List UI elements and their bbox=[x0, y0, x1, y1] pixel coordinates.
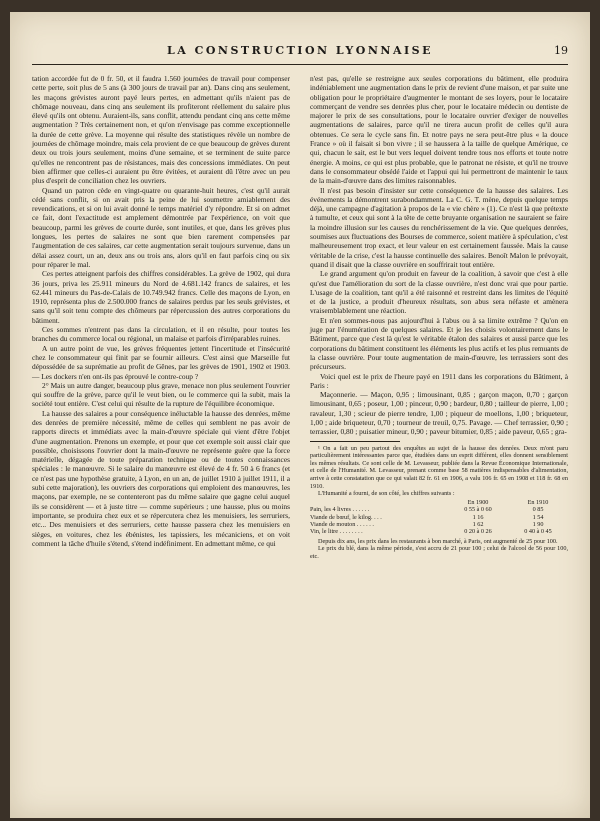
footnote bbox=[310, 445, 568, 561]
right-column bbox=[310, 74, 568, 561]
journal-title: LA CONSTRUCTION LYONNAISE bbox=[167, 44, 433, 57]
footnote-text: L'Humanité a fourni, de son côté, les chiffres suivants : bbox=[318, 490, 455, 498]
table-cell: 1 54 bbox=[532, 513, 544, 521]
paragraph: Le grand argument qu'on produit en faveur de la coalition, à savoir que c'est à elle qu'est due l'amélioration du sort de la classe ouvrière, n'est donc vrai que pour partie. L'usage de la coalition, tant qu'il a été raisonné et restreint dans les limites de l'équité et de la justice, a produit d'heureux résultats, son abus sera néfaste et amènera vraisemblablement une réaction. bbox=[310, 269, 568, 316]
paragraph: Maçonnerie. — Maçon, 0,95 ; limousinant, 0,85 ; garçon maçon, 0,70 ; garçon limousinant, 0,65 ; poseur, 1,00 ; pinceur, 0,90 ; bardeur, 0,80 ; tailleur de pierre, 1,00 ; ravaleur, 1,30 ; scieur de pierre tendre, 1,00 ; piqueur de moellons, 1,00 ; briqueteur, 1,00 ; aide briqueteur, 0,70 ; tourneur de treuil, 0,75. Pavage. — Chef terrassier, 0,90 ; terrassier, 0,80 ; puisatier mineur, 0,90 ; paveur bitumier, 0,85 ; aide paveur, 0,65 ; gra- bbox=[310, 390, 568, 437]
table-header: En 1900 bbox=[467, 498, 489, 506]
paragraph: Quand un patron cède en vingt-quatre ou quarante-huit heures, c'est qu'il aurait cédé sans conflit, si on avait pris la peine de lui soumettre amiablement des revendications, et si on lui avait donné le temps matériel d'y répondre. Et si on admet ce fait, dont l'exactitude est amplement démontrée par l'expérience, on voit que beaucoup, parmi les grèves de courte durée, sont inutiles, et que, dans les grèves plus longues, les pertes de salaires ne sont que bien rarement compensées par l'augmentation de ces salaires, car cette augmentation serait toujours survenue, dans un délai assez court, un an, deux ans ou trois ans, alors qu'il en faut parfois cinq ou six pour réparer le mal. bbox=[32, 185, 290, 269]
table-row bbox=[310, 521, 568, 528]
footnote-text: ¹ On a fait un peu partout des enquêtes au sujet de la hausse des denrées. Deux m'ont paru particulièrement intéressantes parce que, étudiées dans un esprit différent, elles donnent sensiblement les mêmes résultats. Ce sont celle de M. Levasseur, publiée dans la Revue Économique Internationale, et celle de l'Humanité. M. Levasseur, prenant comme base 58 matières indispensables d'alimentation, arrive à cette constatation que ce qui valait 82 fr. 61 en 1906, a valu 106 fr. 65 en 1908 et 118 fr. 68 en 1910. bbox=[310, 444, 568, 490]
table-cell: 1 62 bbox=[472, 520, 484, 528]
paragraph: A un autre point de vue, les grèves fréquentes jettent l'incertitude et l'insécurité chez le consommateur qui finit par se fournir ailleurs. C'est ainsi que Marseille fut dépossédée de sa suprématie au profit de Gênes, par les grèves de 1901, 1902 et 1903. — Les dockers n'en ont-ils pas éprouvé le contre-coup ? bbox=[32, 343, 290, 381]
header-rule bbox=[32, 64, 568, 65]
table-row bbox=[310, 514, 568, 521]
table-cell: 1 16 bbox=[472, 513, 484, 521]
table-cell: Vin, le litre . . . . . . . . bbox=[310, 528, 363, 536]
table-cell: 0 40 à 0 45 bbox=[524, 528, 552, 536]
table-cell: 0 20 à 0 26 bbox=[464, 528, 492, 536]
paragraph: Ces pertes atteignent parfois des chiffres considérables. La grève de 1902, qui dura 36 jours, priva les 25.911 mineurs du Nord de 4.681.142 francs de salaires, et les 62.441 mineurs du Pas-de-Calais de 10.749.942 francs. Celle des maçons de Lyon, en 1910, représenta plus de 2.500.000 francs de salaires perdus par les seuls grévistes, et sans qu'il soit tenu compte des chômeurs par répercussion des autres corporations du bâtiment. bbox=[32, 269, 290, 325]
table-row bbox=[310, 528, 568, 535]
table-cell: 0 85 bbox=[532, 506, 544, 514]
table-cell: Viande de mouton . . . . . . bbox=[310, 520, 374, 528]
footnote-text: Depuis dix ans, les prix dans les restaurants à bon marché, à Paris, ont augmenté de 25 pour 100. bbox=[318, 537, 558, 545]
table-header-row bbox=[310, 499, 568, 506]
table-header: En 1910 bbox=[527, 498, 549, 506]
table-row bbox=[310, 506, 568, 513]
paragraph: La hausse des salaires a pour conséquence inéluctable la hausse des denrées, même des denrées de première nécessité, même de celles qui semblent ne pas avoir de rapports directs et immédiats avec la main-d'œuvre spéciale qui vient d'être l'objet d'une augmentation. Prenons un exemple, et pour que cet exemple soit aussi clair que possible, choisissons l'ouvrier dont la main-d'œuvre ne représente guère que la force matérielle, dégagée de toute préparation technique ou de toutes connaissances spéciales : le manœuvre. Si le salaire du manœuvre est élevé de 4 fr. 50 à 6 francs (et ce n'est pas une hypothèse gratuite, à Lyon, en un an, de juillet 1910 à juillet 1911, il a subi cette majoration), les ouvriers des corporations qui emploient des manœuvres, les maçons, par exemple, ne se contenteront pas du même salaire que gagne celui auquel ils se considèrent — et à juste titre — comme supérieurs ; une hausse, plus ou moins importante, se produira chez eux et se répercutera chez les menuisiers, les serruriers, etc... Des menuisiers et des serruriers, cette hausse passera chez les menuisiers en sièges, en voitures, chez les ébénistes, les tapissiers, les mécaniciens, et on voit comment la tâche d'huile s'étend, s'étend indéfiniment. En admettant même, ce qui bbox=[32, 408, 290, 548]
table-cell: Viande de bœuf, le kilog. . . . bbox=[310, 513, 382, 521]
paragraph: n'est pas, qu'elle se restreigne aux seules corporations du bâtiment, elle produira indéniablement une augmentation dans le prix de revient d'une maison, et par suite une obligation pour le propriétaire d'augmenter le montant de ses loyers, pour le locataire commerçant de vendre ses denrées plus cher, pour le locataire médecin ou dentiste de majorer le prix de ses consultations, pour le locataire ouvrier d'exiger de nouvelles augmentations de salaires, parce qu'il ne tirera aucun profit de celles qu'il aura obtenues. Ce sera le cycle sans fin. Et notre pays ne sera peut-être plus « la douce France » où il faisait si bon vivre ; il se haussera à la taille de quelque Amérique, ce qui, chacun le sait, est le but vers lequel doivent tendre tous nos efforts et toute notre énergie. A moins, ce qui est plus probable, que le patronat ne résiste, et qu'il ne trouve dans le consommateur obsédé l'aide et l'appui qui lui permettront de maintenir le taux de la main-d'œuvre dans des limites raisonnables. bbox=[310, 74, 568, 186]
price-table bbox=[310, 499, 568, 536]
paragraph: Et n'en sommes-nous pas aujourd'hui à l'abus ou à sa limite extrême ? Qu'on en juge par l'énumération de quelques salaires. Et je les choisis volontairement dans le Bâtiment, parce que c'est là qu'est le véritable étalon des salaires et aussi parce que les corporations du bâtiment constituent les éléments les plus actifs et les plus remuants de la classe ouvrière. Pour toute augmentation de main-d'œuvre, les terrassiers sont des précurseurs. bbox=[310, 315, 568, 372]
table-cell: 0 55 à 0 60 bbox=[464, 506, 492, 514]
paragraph: Voici quel est le prix de l'heure payé en 1911 dans les corporations du Bâtiment, à Paris : bbox=[310, 371, 568, 390]
page bbox=[10, 12, 590, 818]
footnote-text: Le prix du blé, dans la même période, s'est accru de 21 pour 100 ; celui de l'alcool de 56 pour 100, etc. bbox=[310, 545, 568, 560]
table-cell: 1 90 bbox=[532, 520, 544, 528]
paragraph: Ces sommes n'entrent pas dans la circulation, et il en résulte, pour toutes les branches du commerce local ou régional, un malaise et parfois d'irréparables ruines. bbox=[32, 325, 290, 344]
page-number: 19 bbox=[554, 44, 568, 57]
left-column bbox=[32, 74, 290, 548]
table-header bbox=[310, 499, 448, 506]
footnote-rule bbox=[310, 441, 400, 442]
running-header bbox=[32, 44, 568, 64]
paragraph: 2° Mais un autre danger, beaucoup plus grave, menace non plus seulement l'ouvrier qui souffre de la grève, parce qu'il le veut bien, ou le commerce qui la subit, mais la société tout entière. C'est celui qui résulte de la rupture de l'équilibre économique. bbox=[32, 380, 290, 409]
paragraph: tation accordée fut de 0 fr. 50, et il faudra 1.560 journées de travail pour compenser cette perte, soit plus de 5 ans (à 300 jours de travail par an). Dans cinq ans seulement, les maçons grévistes auront payé leurs pertes, en admettant qu'ils n'aient pas de chômage nouveau, dans cinq ans seulement ils profiteront réellement du salaire plus élevé qu'ils ont obtenu. Auraient-ils, sans conflit, attendu pendant cinq ans cette même augmentation ? Très certainement non, et qu'on n'envisage pas comme exceptionnelle la durée de cette grève. La moyenne qui résulte des statistiques révèle un nombre de journées de chômage moindre, mais cela provient de ce que beaucoup de grèves durent deux ou trois jours seulement, moins d'une semaine, et se terminent de suite parce qu'elles ne rencontrent pas de résistances, mais des concessions immédiates. On peut bien affirmer que celles-ci auraient pu être évitées, et auraient dû l'être avec un peu plus d'esprit de conciliation chez les ouvriers. bbox=[32, 74, 290, 186]
table-cell: Pain, les 4 livres . . . . . . bbox=[310, 506, 370, 514]
paragraph: Il n'est pas besoin d'insister sur cette conséquence de la hausse des salaires. Les événements la démontrent surabondamment. La C. G. T. mène, depuis quelque temps déjà, une campagne d'agitation à propos de la « vie chère » (1). Ce n'est là que prétexte à tumulte, et ceux qui sont à la tête de cette bruyante organisation ne sauraient se faire la moindre illusion sur les causes du renchérissement de la vie. Que quelques denrées, soumises aux fluctuations des Bourses de commerce, soient matière à spéculation, c'est malheureusement trop exact, et leur valeur en est certainement faussée. Mais la cause véritable de la crise, c'est la hausse continuelle des salaires. Benoît Malon le prévoyait, quand il disait que la classe ouvrière en souffrirait tout entière. bbox=[310, 185, 568, 269]
